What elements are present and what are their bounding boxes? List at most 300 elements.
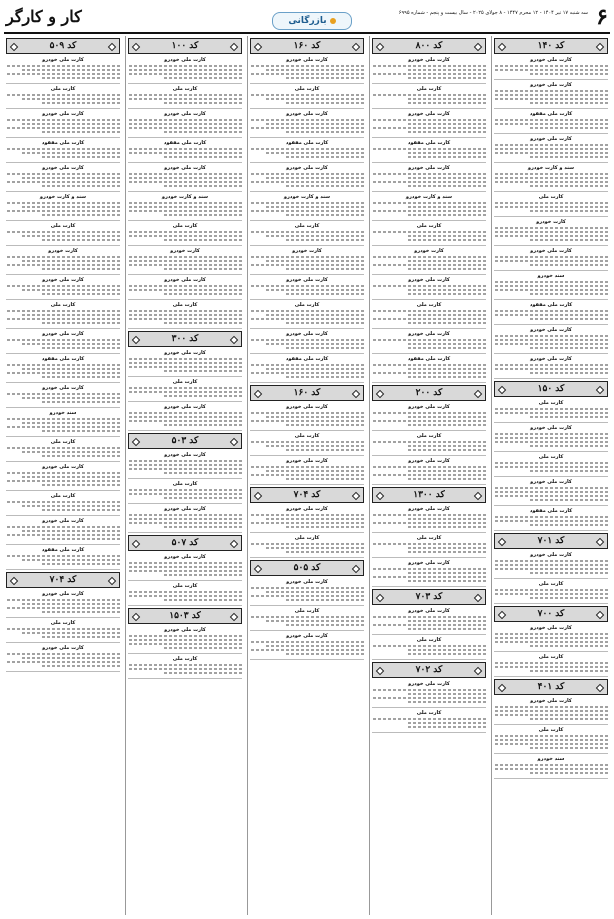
- page-number: ۶: [596, 4, 608, 30]
- notice-item: [250, 579, 364, 606]
- notice-item: [372, 302, 486, 329]
- notice-title: کارت ملی خودرو: [286, 57, 328, 63]
- notice-text-line: [494, 285, 608, 287]
- notice-title: کارت ملی خودرو: [42, 111, 84, 117]
- notice-text-line: [494, 662, 608, 664]
- notice-text-line: [406, 206, 486, 208]
- notice-item: [250, 248, 364, 275]
- notice-text-line: [406, 701, 486, 703]
- notice-title: کارت ملی: [294, 535, 320, 541]
- notice-text-line: [128, 127, 242, 129]
- notice-text-line: [128, 148, 242, 150]
- notice-text-line: [250, 181, 364, 183]
- notice-text-line: [284, 156, 364, 158]
- notice-text-line: [494, 466, 608, 468]
- notice-text-line: [128, 210, 242, 212]
- notice-text-line: [494, 364, 608, 366]
- code-header: کد ۱۵۰۳: [128, 608, 242, 624]
- notice-text-line: [128, 595, 242, 597]
- brand-label: بازرگانی: [288, 16, 327, 26]
- notice-text-line: [20, 343, 120, 345]
- notice-title: کارت ملی: [294, 302, 320, 308]
- notice-text-line: [40, 430, 120, 432]
- notice-text-line: [6, 393, 120, 395]
- notice-text-line: [494, 181, 608, 183]
- notice-text-line: [20, 603, 120, 605]
- notice-text-line: [6, 447, 120, 449]
- notice-text-line: [40, 102, 120, 104]
- notice-text-line: [528, 645, 608, 647]
- notice-text-line: [40, 322, 120, 324]
- ad-column: [125, 36, 244, 915]
- notice-item: [494, 57, 608, 80]
- notice-text-line: [40, 214, 120, 216]
- notice-text-line: [40, 347, 120, 349]
- notice-text-line: [250, 94, 364, 96]
- notice-text-line: [372, 318, 486, 320]
- code-header: کد ۸۰۰: [372, 38, 486, 54]
- notice-text-line: [372, 616, 486, 618]
- notice-text-line: [6, 526, 120, 528]
- notice-text-line: [528, 293, 608, 295]
- notice-text-line: [494, 633, 608, 635]
- notice-text-line: [20, 177, 120, 179]
- notice-text-line: [20, 476, 120, 478]
- notice-title: کارت ملی خودرو: [42, 645, 84, 651]
- notice-text-line: [128, 235, 242, 237]
- notice-text-line: [250, 285, 364, 287]
- notice-text-line: [128, 152, 242, 154]
- notice-text-line: [128, 177, 242, 179]
- ad-column: [369, 36, 488, 915]
- notice-title: کارت ملی خودرو: [164, 452, 206, 458]
- notice-text-line: [6, 181, 120, 183]
- notice-text-line: [406, 239, 486, 241]
- notice-text-line: [162, 185, 242, 187]
- notice-item: [494, 552, 608, 579]
- notice-text-line: [6, 555, 120, 557]
- notice-item: [494, 219, 608, 246]
- notice-text-line: [162, 214, 242, 216]
- code-header: کد ۵۰۵: [250, 560, 364, 576]
- notice-text-line: [250, 364, 364, 366]
- notice-text-line: [40, 268, 120, 270]
- notice-text-line: [494, 487, 608, 489]
- code-header: کد ۷۰۰: [494, 606, 608, 622]
- notice-text-line: [162, 370, 242, 372]
- notice-text-line: [20, 505, 120, 507]
- notice-text-line: [528, 445, 608, 447]
- notice-text-line: [494, 144, 608, 146]
- notice-text-line: [494, 94, 608, 96]
- notice-text-line: [162, 268, 242, 270]
- notice-item: [6, 547, 120, 570]
- notice-text-line: [6, 472, 120, 474]
- notice-text-line: [162, 322, 242, 324]
- notice-item: [494, 194, 608, 217]
- notice-text-line: [6, 318, 120, 320]
- notice-text-line: [128, 256, 242, 258]
- notice-text-line: [40, 376, 120, 378]
- notice-title: سند خودرو: [537, 273, 565, 279]
- notice-text-line: [284, 214, 364, 216]
- notice-item: [372, 248, 486, 275]
- notice-text-line: [128, 231, 242, 233]
- notice-text-line: [40, 185, 120, 187]
- notice-text-line: [284, 478, 364, 480]
- notice-text-line: [40, 563, 120, 565]
- notice-text-line: [494, 173, 608, 175]
- code-header: کد ۱۴۰: [494, 38, 608, 54]
- notice-text-line: [6, 661, 120, 663]
- notice-text-line: [264, 289, 364, 291]
- notice-item: [372, 608, 486, 635]
- notice-text-line: [20, 69, 120, 71]
- notice-text-line: [406, 620, 486, 622]
- notice-text-line: [264, 235, 364, 237]
- ad-column: [4, 36, 122, 915]
- notice-title: کارت ملی خودرو: [286, 331, 328, 337]
- notice-text-line: [250, 173, 364, 175]
- notice-title: کارت خودرو: [48, 248, 78, 254]
- notice-text-line: [20, 206, 120, 208]
- notice-text-line: [20, 657, 120, 659]
- notice-title: کارت ملی خودرو: [42, 385, 84, 391]
- notice-item: [372, 111, 486, 138]
- notice-text-line: [494, 560, 608, 562]
- notice-text-line: [6, 426, 120, 428]
- notice-text-line: [372, 264, 486, 266]
- notice-text-line: [264, 518, 364, 520]
- notice-item: [250, 331, 364, 354]
- notice-title: کارت ملی مفقود: [41, 547, 85, 553]
- notice-item: [250, 277, 364, 300]
- notice-text-line: [494, 710, 608, 712]
- notice-text-line: [128, 98, 242, 100]
- notice-title: کارت ملی خودرو: [164, 277, 206, 283]
- notice-title: کارت ملی خودرو: [530, 327, 572, 333]
- notice-text-line: [20, 422, 120, 424]
- dateline: سه شنبه ۱۷ تیر ۱۴۰۴ - ۱۲ محرم ۱۴۴۷ - ۸ جولای ۲۰۲۵ - سال بیست و پنجم - شماره ۶۹۹۵: [398, 10, 588, 16]
- notice-title: کارت ملی مفقود: [163, 140, 207, 146]
- notice-title: کارت خودرو: [536, 219, 566, 225]
- notice-text-line: [528, 772, 608, 774]
- notice-item: [494, 654, 608, 677]
- notice-text-line: [372, 202, 486, 204]
- notice-text-line: [128, 518, 242, 520]
- brand-dot-icon: [330, 18, 336, 24]
- notice-text-line: [406, 693, 486, 695]
- notice-text-line: [494, 743, 608, 745]
- notice-text-line: [494, 123, 608, 125]
- notice-title: کارت ملی مفقود: [285, 140, 329, 146]
- notice-text-line: [406, 526, 486, 528]
- notice-text-line: [372, 441, 486, 443]
- notice-item: [128, 379, 242, 402]
- code-header: کد ۱۶۰: [250, 385, 364, 401]
- notice-text-line: [372, 697, 486, 699]
- notice-text-line: [20, 451, 120, 453]
- notice-title: کارت ملی: [294, 433, 320, 439]
- notice-text-line: [20, 260, 120, 262]
- notice-text-line: [128, 668, 242, 670]
- notice-item: [372, 710, 486, 733]
- notice-text-line: [406, 449, 486, 451]
- notice-item: [372, 140, 486, 163]
- notice-text-line: [20, 289, 120, 291]
- code-header: کد ۷۰۴: [6, 572, 120, 588]
- notice-item: [494, 425, 608, 452]
- notice-title: کارت ملی خودرو: [164, 627, 206, 633]
- code-header: کد ۵۰۳: [128, 433, 242, 449]
- notice-text-line: [20, 152, 120, 154]
- notice-item: [6, 331, 120, 354]
- notice-item: [6, 248, 120, 275]
- notice-text-line: [494, 491, 608, 493]
- notice-text-line: [528, 264, 608, 266]
- notice-text-line: [250, 127, 364, 129]
- notice-text-line: [40, 665, 120, 667]
- notice-text-line: [284, 185, 364, 187]
- notice-item: [128, 452, 242, 479]
- notice-text-line: [372, 522, 486, 524]
- notice-text-line: [250, 522, 364, 524]
- notice-text-line: [128, 123, 242, 125]
- notice-text-line: [494, 231, 608, 233]
- notice-text-line: [406, 152, 486, 154]
- notice-text-line: [528, 127, 608, 129]
- notice-item: [250, 140, 364, 163]
- notice-title: کارت ملی خودرو: [408, 506, 450, 512]
- notice-text-line: [406, 470, 486, 472]
- notice-text-line: [250, 372, 364, 374]
- notice-text-line: [494, 593, 608, 595]
- notice-item: [128, 481, 242, 504]
- notice-text-line: [264, 591, 364, 593]
- notice-text-line: [528, 185, 608, 187]
- notice-item: [494, 698, 608, 725]
- notice-text-line: [128, 562, 242, 564]
- notice-title: کارت ملی خودرو: [164, 554, 206, 560]
- notice-text-line: [264, 343, 364, 345]
- notice-text-line: [128, 493, 242, 495]
- notice-item: [6, 277, 120, 300]
- notice-text-line: [284, 551, 364, 553]
- notice-text-line: [6, 231, 120, 233]
- notice-text-line: [406, 185, 486, 187]
- notice-item: [250, 458, 364, 485]
- notice-text-line: [128, 260, 242, 262]
- notice-title: کارت ملی: [172, 481, 198, 487]
- notice-text-line: [20, 368, 120, 370]
- notice-text-line: [250, 256, 364, 258]
- code-header: کد ۱۶۰: [250, 38, 364, 54]
- notice-title: کارت ملی خودرو: [164, 350, 206, 356]
- notice-item: [250, 111, 364, 138]
- notice-text-line: [406, 123, 486, 125]
- notice-title: کارت ملی خودرو: [286, 458, 328, 464]
- notice-text-line: [128, 318, 242, 320]
- notice-text-line: [406, 177, 486, 179]
- notice-text-line: [284, 653, 364, 655]
- notice-item: [372, 57, 486, 84]
- notice-text-line: [128, 460, 242, 462]
- notice-item: [494, 302, 608, 325]
- notice-text-line: [528, 499, 608, 501]
- notice-text-line: [250, 310, 364, 312]
- notice-item: [494, 625, 608, 652]
- notice-title: کارت ملی: [172, 379, 198, 385]
- notice-text-line: [264, 177, 364, 179]
- notice-item: [6, 518, 120, 545]
- notice-text-line: [128, 514, 242, 516]
- notice-title: کارت ملی: [538, 581, 564, 587]
- notice-text-line: [528, 210, 608, 212]
- notice-text-line: [6, 73, 120, 75]
- notice-text-line: [40, 484, 120, 486]
- notice-text-line: [494, 335, 608, 337]
- notice-text-line: [250, 119, 364, 121]
- notice-text-line: [128, 181, 242, 183]
- notice-text-line: [128, 468, 242, 470]
- notice-text-line: [528, 670, 608, 672]
- notice-title: کارت ملی مفقود: [529, 508, 573, 514]
- notice-text-line: [20, 559, 120, 561]
- notice-text-line: [20, 98, 120, 100]
- notice-item: [6, 591, 120, 618]
- notice-text-line: [406, 551, 486, 553]
- notice-text-line: [284, 131, 364, 133]
- notice-text-line: [264, 98, 364, 100]
- notice-title: کارت ملی: [416, 710, 442, 716]
- notice-text-line: [494, 568, 608, 570]
- notice-item: [6, 439, 120, 462]
- notice-title: کارت ملی خودرو: [286, 404, 328, 410]
- notice-item: [372, 223, 486, 246]
- notice-text-line: [528, 239, 608, 241]
- notice-title: کارت ملی: [538, 654, 564, 660]
- notice-text-line: [372, 285, 486, 287]
- notice-text-line: [494, 314, 608, 316]
- notice-title: کارت ملی: [416, 433, 442, 439]
- notice-text-line: [250, 318, 364, 320]
- notice-title: کارت ملی خودرو: [530, 479, 572, 485]
- notice-title: کارت ملی خودرو: [530, 698, 572, 704]
- notice-text-line: [264, 152, 364, 154]
- notice-title: کارت ملی خودرو: [286, 506, 328, 512]
- notice-text-line: [494, 589, 608, 591]
- notice-text-line: [406, 376, 486, 378]
- notice-text-line: [264, 123, 364, 125]
- notice-title: کارت ملی مفقود: [407, 140, 451, 146]
- notice-text-line: [6, 65, 120, 67]
- notice-text-line: [264, 620, 364, 622]
- notice-item: [372, 433, 486, 456]
- notice-item: [128, 111, 242, 138]
- notice-item: [128, 404, 242, 431]
- notice-text-line: [372, 127, 486, 129]
- code-header: کد ۷۰۲: [372, 662, 486, 678]
- notice-text-line: [494, 368, 608, 370]
- notice-text-line: [40, 509, 120, 511]
- notice-title: کارت ملی مفقود: [529, 111, 573, 117]
- notice-text-line: [6, 310, 120, 312]
- notice-text-line: [494, 235, 608, 237]
- notice-text-line: [406, 343, 486, 345]
- notice-text-line: [128, 94, 242, 96]
- notice-title: کارت ملی خودرو: [530, 356, 572, 362]
- notice-text-line: [264, 260, 364, 262]
- notice-item: [6, 464, 120, 491]
- notice-text-line: [128, 285, 242, 287]
- notice-text-line: [494, 739, 608, 741]
- notice-text-line: [406, 416, 486, 418]
- notice-title: کارت ملی خودرو: [42, 57, 84, 63]
- notice-item: [6, 194, 120, 221]
- notice-text-line: [40, 293, 120, 295]
- notice-item: [128, 506, 242, 533]
- notice-title: سند و کارت خودرو: [527, 165, 575, 171]
- notice-text-line: [528, 524, 608, 526]
- notice-text-line: [162, 77, 242, 79]
- notice-title: کارت ملی مفقود: [285, 356, 329, 362]
- notice-text-line: [264, 206, 364, 208]
- notice-item: [372, 458, 486, 485]
- notice-text-line: [162, 647, 242, 649]
- notice-text-line: [6, 534, 120, 536]
- notice-item: [128, 248, 242, 275]
- notice-text-line: [528, 572, 608, 574]
- notice-text-line: [494, 412, 608, 414]
- notice-text-line: [372, 210, 486, 212]
- notice-text-line: [128, 73, 242, 75]
- notice-title: کارت ملی خودرو: [42, 331, 84, 337]
- notice-text-line: [128, 206, 242, 208]
- notice-text-line: [494, 260, 608, 262]
- notice-text-line: [406, 424, 486, 426]
- notice-item: [6, 493, 120, 516]
- notice-text-line: [494, 520, 608, 522]
- notice-text-line: [494, 764, 608, 766]
- notice-text-line: [494, 495, 608, 497]
- notice-item: [372, 681, 486, 708]
- notice-text-line: [284, 624, 364, 626]
- notice-title: کارت ملی خودرو: [408, 458, 450, 464]
- notice-text-line: [6, 210, 120, 212]
- notice-item: [250, 194, 364, 221]
- notice-title: کارت ملی خودرو: [408, 331, 450, 337]
- notice-text-line: [494, 119, 608, 121]
- notice-text-line: [6, 480, 120, 482]
- notice-text-line: [128, 366, 242, 368]
- notice-text-line: [40, 401, 120, 403]
- code-header: کد ۵۰۷: [128, 535, 242, 551]
- notice-title: کارت ملی: [50, 86, 76, 92]
- notice-text-line: [162, 239, 242, 241]
- notice-title: کارت ملی: [416, 223, 442, 229]
- notice-text-line: [406, 572, 486, 574]
- notice-title: کارت ملی مفقود: [41, 140, 85, 146]
- code-header: کد ۷۰۱: [494, 533, 608, 549]
- notice-text-line: [40, 239, 120, 241]
- notice-text-line: [128, 664, 242, 666]
- notice-text-line: [372, 339, 486, 341]
- notice-title: کارت ملی خودرو: [286, 633, 328, 639]
- section-title: کار و کارگر: [6, 7, 82, 26]
- notice-text-line: [162, 526, 242, 528]
- notice-title: سند خودرو: [49, 410, 77, 416]
- notice-text-line: [250, 65, 364, 67]
